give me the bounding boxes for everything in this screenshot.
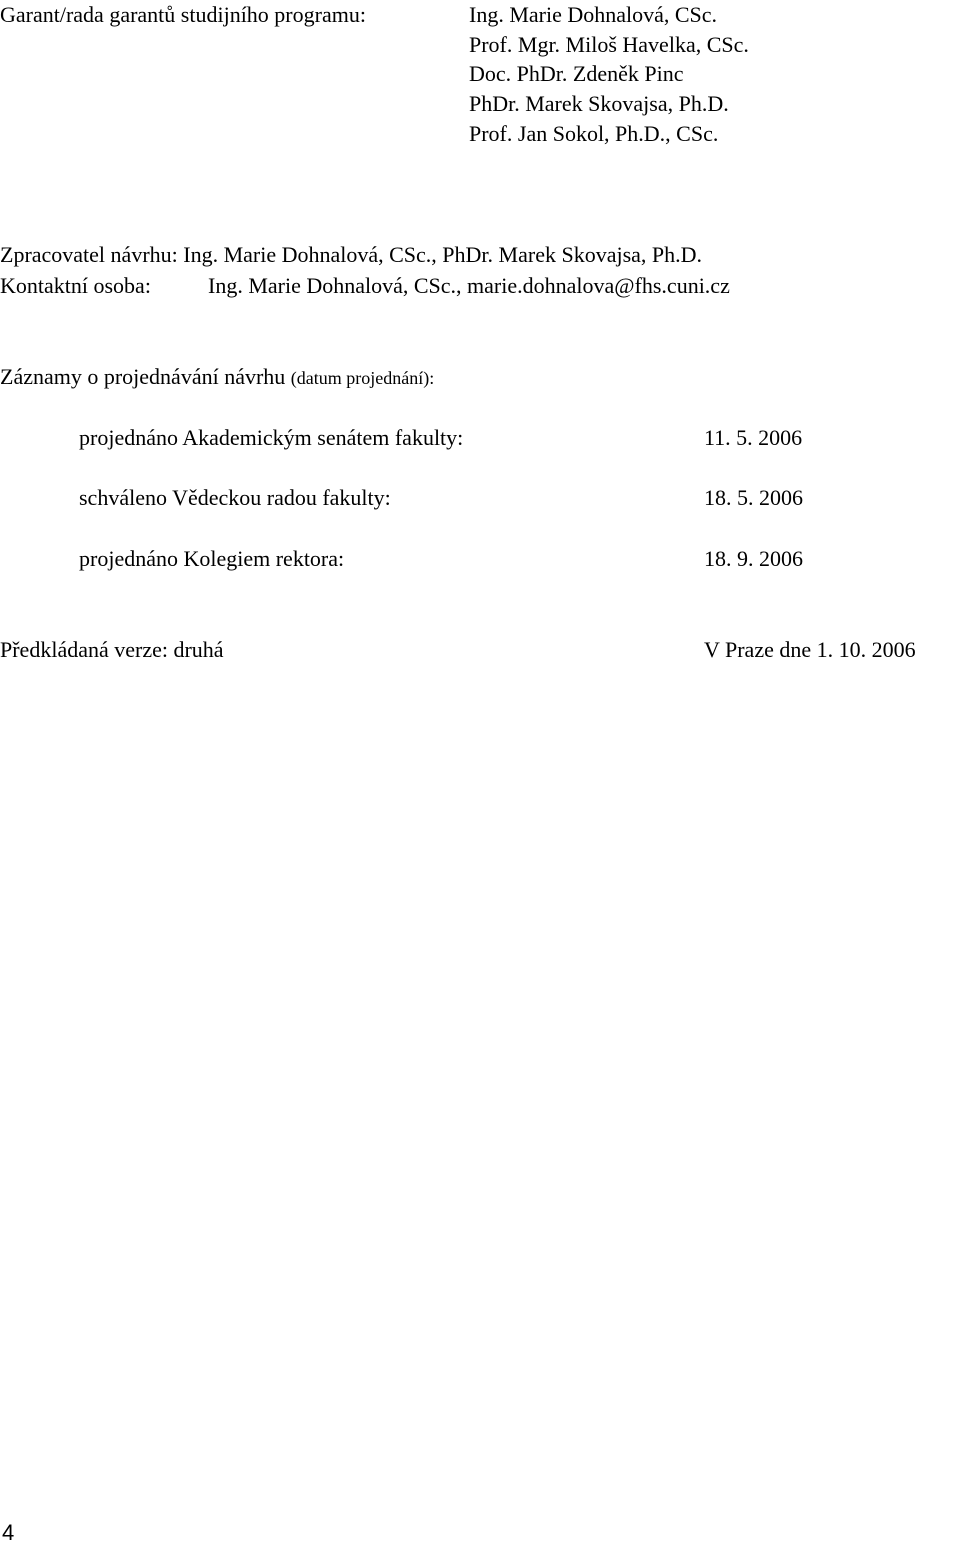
- guarantors-label: Garant/rada garantů studijního programu:: [0, 2, 366, 27]
- records-heading: [0, 366, 434, 388]
- guarantor-name: Doc. PhDr. Zdeněk Pinc: [469, 61, 684, 86]
- record-label: schváleno Vědeckou radou fakulty:: [79, 485, 391, 510]
- record-label: projednáno Akademickým senátem fakulty:: [79, 425, 464, 450]
- author-line: Zpracovatel návrhu: Ing. Marie Dohnalová, CSc., PhDr. Marek Skovajsa, Ph.D.: [0, 242, 703, 267]
- guarantor-name: Ing. Marie Dohnalová, CSc.: [469, 2, 718, 27]
- guarantor-name: Prof. Jan Sokol, Ph.D., CSc.: [469, 121, 719, 146]
- record-date: 11. 5. 2006: [704, 425, 803, 450]
- place-date: V Praze dne 1. 10. 2006: [704, 637, 916, 662]
- records-heading-note: (datum projednání):: [290, 368, 435, 388]
- record-date: 18. 5. 2006: [704, 485, 803, 510]
- guarantor-name: Prof. Mgr. Miloš Havelka, CSc.: [469, 32, 749, 57]
- contact-label: Kontaktní osoba:: [0, 273, 151, 298]
- guarantor-name: PhDr. Marek Skovajsa, Ph.D.: [469, 91, 729, 116]
- record-label: projednáno Kolegiem rektora:: [79, 546, 345, 571]
- records-heading-text: Záznamy o projednávání návrhu: [0, 364, 286, 389]
- version-line: Předkládaná verze: druhá: [0, 637, 224, 662]
- contact-value: Ing. Marie Dohnalová, CSc., marie.dohnalova@fhs.cuni.cz: [208, 273, 730, 298]
- record-date: 18. 9. 2006: [704, 546, 803, 571]
- page-number: 4: [2, 1520, 15, 1545]
